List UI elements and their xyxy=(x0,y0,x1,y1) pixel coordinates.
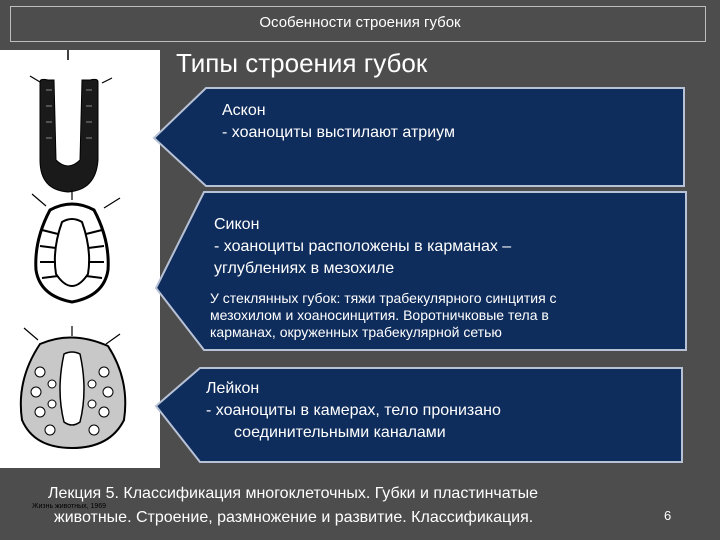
ascon-drawing xyxy=(30,50,112,192)
footer-text xyxy=(48,482,648,530)
sponge-illustration xyxy=(0,50,160,510)
callout-sycon-line-2: углублениях в мезохиле xyxy=(214,260,395,277)
callout-ascon-line-1: - хоаноциты выстилают атриум xyxy=(222,124,455,141)
header-title: Особенности строения губок xyxy=(259,14,461,31)
callout-sycon xyxy=(152,190,694,356)
callout-sycon-line-1: - хоаноциты расположены в карманах – xyxy=(214,238,512,255)
footer-line-2: животные. Строение, размножение и развитие. Классификация. xyxy=(54,509,534,526)
sycon-drawing xyxy=(32,190,120,302)
callout-leucon-line-2: соединительными каналами xyxy=(234,424,446,441)
leucon-drawing xyxy=(21,326,125,448)
callout-note-line-1: У стеклянных губок: тяжи трабекулярного синцития с xyxy=(210,290,557,306)
callout-leucon-heading: Лейкон xyxy=(206,380,260,397)
callout-note-line-2: мезохилом и хоаносинцития. Воротничковые тела в xyxy=(210,307,549,323)
callout-sycon-heading: Сикон xyxy=(214,216,260,233)
slide-footer xyxy=(0,482,720,540)
callout-leucon xyxy=(152,366,692,466)
callout-leucon-line-1: - хоаноциты в камерах, тело пронизано xyxy=(206,402,501,419)
callout-ascon xyxy=(150,86,690,190)
footer-line-1: Лекция 5. Классификация многоклеточных. Губки и пластинчатые xyxy=(48,485,539,502)
callout-note-line-3: карманах, окруженных трабекулярной сетью xyxy=(210,324,502,340)
illustration-caption: Жизнь животных, 1969 xyxy=(32,503,107,510)
slide-header xyxy=(0,0,720,46)
slide-title: Типы строения губок xyxy=(176,48,428,78)
callout-ascon-heading: Аскон xyxy=(222,102,266,119)
page-number: 6 xyxy=(664,508,672,523)
sponge-types-drawing xyxy=(0,50,160,468)
